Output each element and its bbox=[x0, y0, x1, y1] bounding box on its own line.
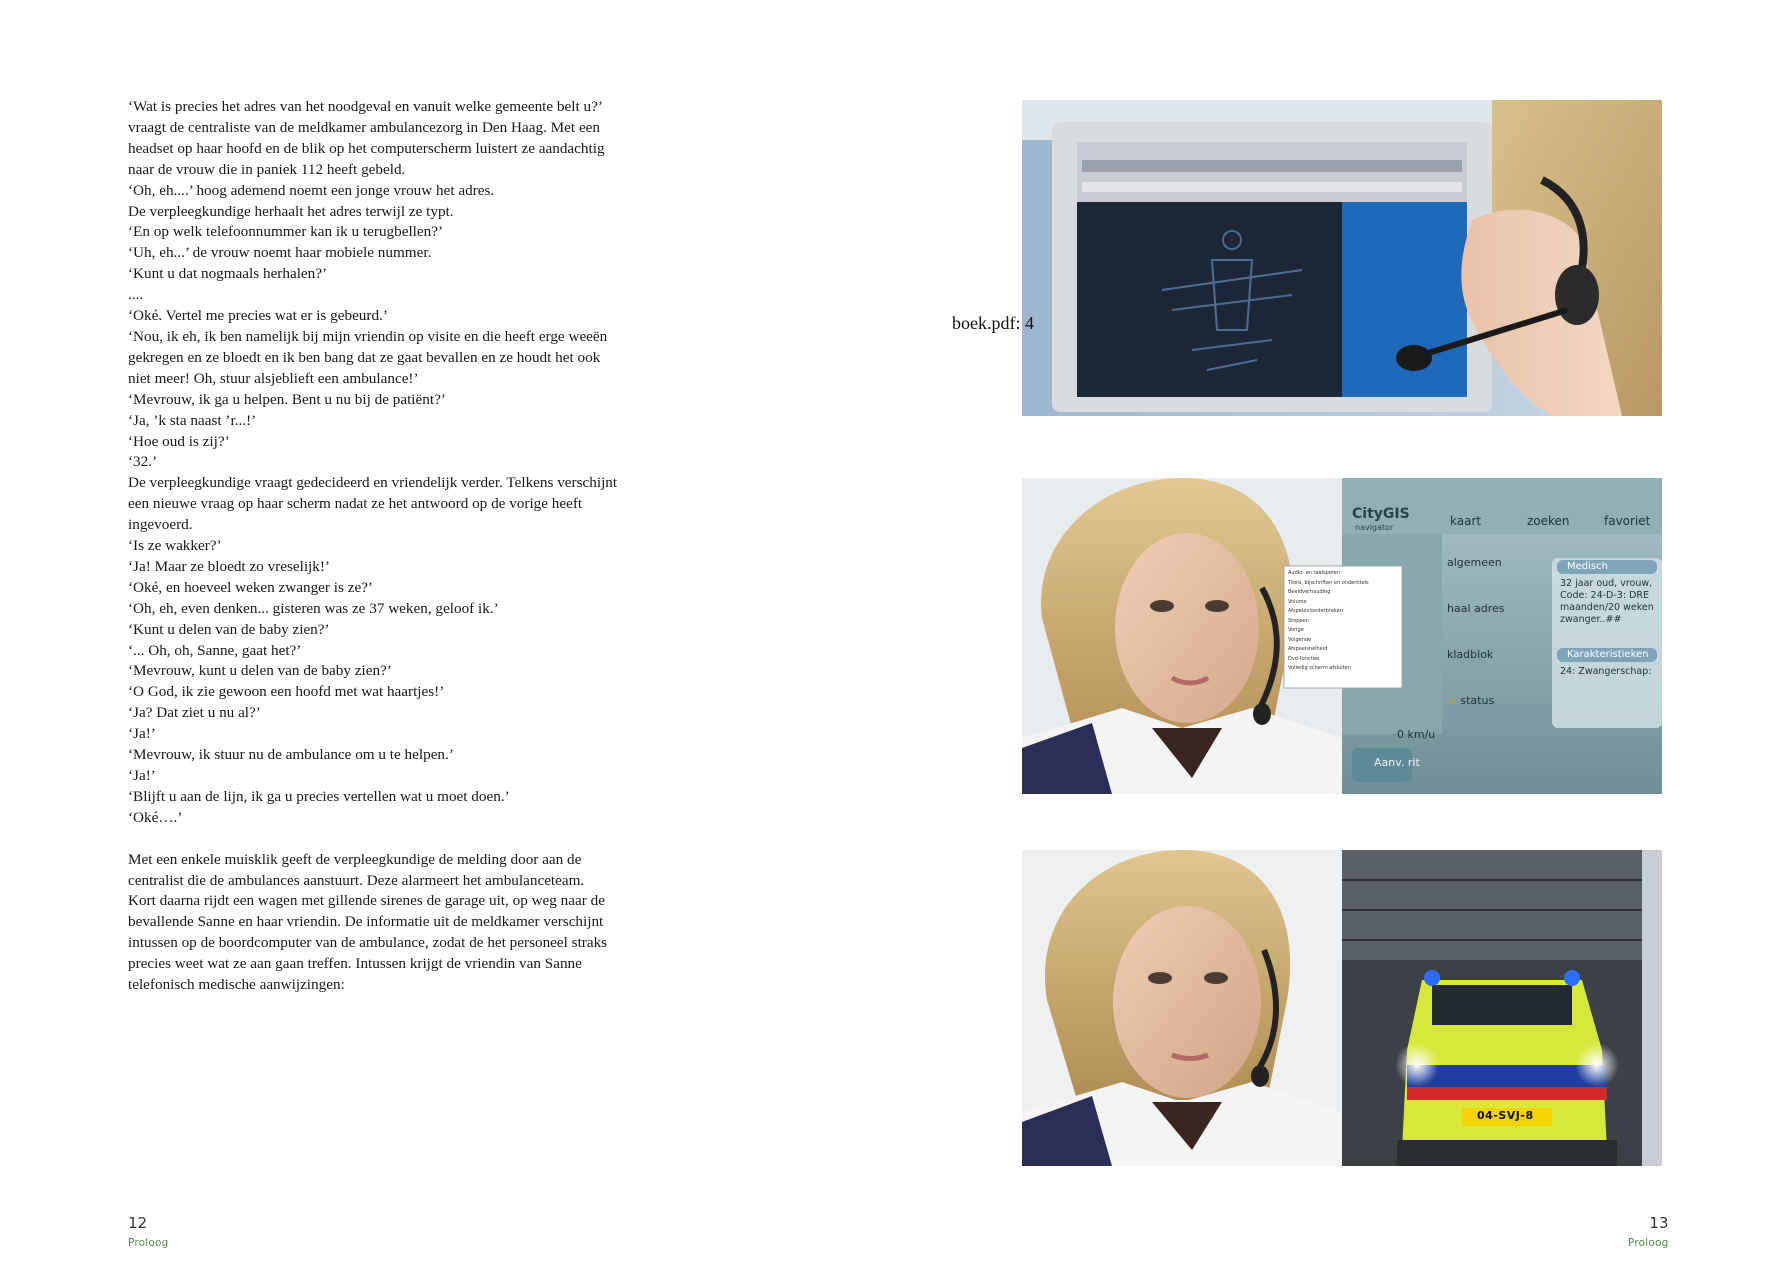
citygis-logo: CityGIS bbox=[1352, 506, 1410, 522]
text-line: ‘Ja! Maar ze bloedt zo vreselijk!’ bbox=[128, 557, 330, 575]
text-line: ‘Oké….’ bbox=[128, 808, 183, 826]
text-line: De verpleegkundige vraagt gedecideerd en vriendelijk verder. Telkens verschijnt bbox=[128, 474, 618, 492]
nav-menu-algemeen: algemeen bbox=[1447, 556, 1502, 569]
text-line: ‘32.’ bbox=[128, 453, 158, 471]
text-line: ‘Mevrouw, kunt u delen van de baby zien?’ bbox=[128, 662, 392, 680]
text-line: ‘Kunt u dat nogmaals herhalen?’ bbox=[128, 265, 328, 283]
text-line: bevallende Sanne en haar vriendin. De informatie uit de meldkamer verschijnt bbox=[128, 913, 604, 931]
section-label-left: Proloog bbox=[128, 1237, 169, 1249]
nav-menu-status: ⚠ status bbox=[1447, 694, 1495, 707]
text-line: ‘Kunt u delen van de baby zien?’ bbox=[128, 620, 330, 638]
panel-medisch-body: 32 jaar oud, vrouw, Code: 24-D-3: DRE maanden/20 weken zwanger..## bbox=[1560, 578, 1654, 625]
left-folio bbox=[128, 1214, 169, 1249]
text-line: ‘Blijft u aan de lijn, ik ga u precies vertellen wat u moet doen.’ bbox=[128, 787, 510, 805]
page-number-left: 12 bbox=[128, 1214, 148, 1232]
text-line: ‘Oh, eh, even denken... gisteren was ze 37 weken, geloof ik.’ bbox=[128, 599, 499, 617]
context-menu-item: Afspelen/onderbreken bbox=[1288, 608, 1343, 614]
text-line: ‘Hoe oud is zij?’ bbox=[128, 432, 230, 450]
context-menu-item: Dvd-functies bbox=[1288, 655, 1320, 662]
photo-dispatcher-ambulance bbox=[1022, 850, 1662, 1166]
text-line: ‘Oké. Vertel me precies wat er is gebeurd.’ bbox=[128, 307, 388, 325]
text-line: Kort daarna rijdt een wagen met gillende sirenes de garage uit, op weg naar de bbox=[128, 892, 605, 910]
nav-tab-zoeken: zoeken bbox=[1527, 514, 1570, 528]
left-page bbox=[0, 0, 892, 1262]
panel-kar-body: 24: Zwangerschap: bbox=[1560, 666, 1652, 677]
video-context-menu bbox=[1288, 569, 1400, 674]
context-menu-item: Volgende bbox=[1288, 636, 1312, 643]
right-folio bbox=[1628, 1214, 1669, 1249]
nav-tab-favoriet: favoriet bbox=[1604, 514, 1651, 528]
nav-aanv-rit-button: Aanv. rit bbox=[1374, 756, 1420, 769]
context-menu-item: Volume bbox=[1288, 598, 1307, 605]
panel-medisch-title: Medisch bbox=[1567, 561, 1608, 572]
context-menu-item: Afspeelsnelheid bbox=[1288, 646, 1328, 652]
text-line: intussen op de boordcomputer van de ambulance, zodat de het personeel straks bbox=[128, 934, 608, 952]
text-line: ‘... Oh, oh, Sanne, gaat het?’ bbox=[128, 641, 302, 659]
body-text bbox=[128, 97, 628, 996]
text-line: ‘Oké, en hoeveel weken zwanger is ze?’ bbox=[128, 578, 373, 596]
text-line: ingevoerd. bbox=[128, 516, 193, 534]
text-line bbox=[128, 829, 628, 850]
text-line: ‘Ja!’ bbox=[128, 767, 156, 784]
text-line: ‘En op welk telefoonnummer kan ik u terugbellen?’ bbox=[128, 223, 444, 241]
context-menu-item: Beeldverhouding bbox=[1288, 589, 1331, 595]
photo-dispatcher-monitor bbox=[1022, 100, 1662, 416]
text-line: .... bbox=[128, 286, 144, 304]
text-line: vraagt de centraliste van de meldkamer ambulancezorg in Den Haag. Met een bbox=[128, 118, 601, 136]
text-line: naar de vrouw die in paniek 112 heeft gebeld. bbox=[128, 160, 406, 178]
text-line: precies weet wat ze aan gaan treffen. Intussen krijgt de vriendin van Sanne bbox=[128, 955, 582, 973]
text-line: gekregen en ze bloedt en ik ben bang dat ze gaat bevallen en ze houdt het ook bbox=[128, 348, 601, 366]
text-line: ‘Is ze wakker?’ bbox=[128, 537, 222, 555]
context-menu-item: Titels, bijschriften en ondertitels bbox=[1288, 579, 1369, 586]
text-line: een nieuwe vraag op haar scherm nadat ze het antwoord op de vorige heeft bbox=[128, 495, 583, 513]
panel-kar-title: Karakteristieken bbox=[1567, 649, 1649, 660]
text-line: centralist die de ambulances aanstuurt. Deze alarmeert het ambulanceteam. bbox=[128, 871, 585, 889]
context-menu-item: Vorige bbox=[1288, 627, 1304, 633]
text-line: ‘Ja? Dat ziet u nu al?’ bbox=[128, 704, 261, 722]
text-line: headset op haar hoofd en de blik op het computerscherm luistert ze aandachtig bbox=[128, 139, 605, 157]
nav-speed: 0 km/u bbox=[1397, 728, 1436, 741]
text-line: ‘Ja, ’k sta naast ’r...!’ bbox=[128, 411, 257, 429]
text-line: ‘Wat is precies het adres van het noodgeval en vanuit welke gemeente belt u?’ bbox=[128, 98, 603, 115]
context-menu-item: Volledig scherm afsluiten bbox=[1288, 665, 1351, 671]
section-label-right: Proloog bbox=[1628, 1237, 1669, 1249]
text-line: ‘Nou, ik eh, ik ben namelijk bij mijn vriendin op visite en die heeft erge weeën bbox=[128, 327, 608, 345]
text-line: ‘Mevrouw, ik stuur nu de ambulance om u te helpen.’ bbox=[128, 746, 454, 764]
context-menu-item: Stoppen bbox=[1288, 617, 1309, 624]
text-line: ‘Ja!’ bbox=[128, 725, 156, 743]
text-line: ‘Uh, eh...’ de vrouw noemt haar mobiele nummer. bbox=[128, 244, 432, 262]
nav-tab-kaart: kaart bbox=[1450, 514, 1482, 528]
context-menu-item: Audio- en taalsporen bbox=[1288, 570, 1341, 576]
photo-dispatcher-navigator bbox=[1022, 478, 1662, 794]
text-line: ‘O God, ik zie gewoon een hoofd met wat haartjes!’ bbox=[128, 683, 445, 701]
text-line: Met een enkele muisklik geeft de verpleegkundige de melding door aan de bbox=[128, 850, 582, 868]
text-line: De verpleegkundige herhaalt het adres terwijl ze typt. bbox=[128, 202, 454, 220]
license-plate: 04-SVJ-8 bbox=[1477, 1109, 1534, 1122]
page-number-right: 13 bbox=[1649, 1214, 1669, 1232]
text-line: ‘Oh, eh....’ hoog ademend noemt een jonge vrouw het adres. bbox=[128, 181, 495, 199]
text-line: ‘Mevrouw, ik ga u helpen. Bent u nu bij de patiënt?’ bbox=[128, 390, 446, 408]
text-line: telefonisch medische aanwijzingen: bbox=[128, 976, 345, 994]
citygis-logo-sub: navigator bbox=[1355, 523, 1394, 532]
nav-menu-kladblok: kladblok bbox=[1447, 648, 1494, 661]
pdf-page-label: boek.pdf: 4 bbox=[952, 313, 1034, 333]
text-line: niet meer! Oh, stuur alsjeblieft een ambulance!’ bbox=[128, 369, 419, 387]
warning-icon: ⚠ bbox=[1447, 694, 1457, 707]
nav-menu-haal-adres: haal adres bbox=[1447, 602, 1505, 615]
